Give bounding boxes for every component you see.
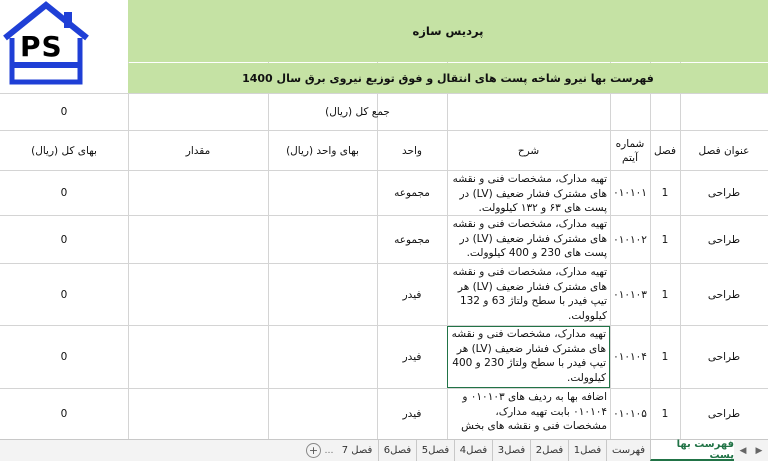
cell-description[interactable]: تهیه مدارک، مشخصات فنی و نقشه های مشترک فشار ضعیف (LV) در پست های ۶۳ و ۱۳۲ کیلوولت. [452,173,607,214]
cell-unit[interactable]: فیدر [402,351,422,363]
cell-item-number[interactable]: ۰۱۰۱۰۴ [613,351,647,363]
cell-item-number[interactable]: ۰۱۰۱۰۲ [613,233,647,246]
cell-chapter[interactable]: 1 [661,187,669,199]
sheet-tab-bar [0,439,768,461]
cell-quantity[interactable] [128,171,268,215]
cell-item-number[interactable]: ۰۱۰۱۰۳ [613,288,647,301]
sheet-tab-chapter-1[interactable]: فصل1 [568,440,606,461]
cell-quantity[interactable] [128,216,268,263]
sheet-tab-chapter-3[interactable]: فصل3 [492,440,530,461]
project-name-band[interactable] [128,0,768,62]
scroll-left-icon[interactable]: ◀ [739,445,747,456]
grand-total-value[interactable]: 0 [60,106,68,118]
cell-quantity[interactable] [128,264,268,325]
cell-item-number[interactable]: ۰۱۰۱۰۵ [613,408,647,420]
cell-unit[interactable]: فیدر [402,408,422,420]
cell-total-price[interactable]: 0 [60,233,68,246]
cell-chapter[interactable]: 1 [661,351,669,363]
sheet-tab-chapter-5[interactable]: فصل5 [416,440,454,461]
sheet-tab-chapter-4[interactable]: فصل4 [454,440,492,461]
project-name: پردیس سازه [412,24,484,38]
col-header-description[interactable]: شرح [517,144,540,157]
cell-total-price[interactable]: 0 [60,288,68,301]
sheet-tab-price-list[interactable]: فهرست بها پست [650,440,734,461]
add-sheet-icon[interactable]: + [306,443,321,458]
sheet-tab-index[interactable]: فهرست [606,440,650,461]
col-header-unit[interactable]: واحد [402,144,422,157]
cell-unit-price[interactable] [268,389,377,439]
cell-quantity[interactable] [128,389,268,439]
cell-chapter[interactable]: 1 [661,288,669,301]
cell-unit[interactable]: فیدر [402,288,422,301]
grand-total-label[interactable]: جمع کل (ریال) [325,106,390,118]
cell-unit-price[interactable] [268,171,377,215]
sheet-tab-chapter-2[interactable]: فصل2 [530,440,568,461]
cell-description-selected[interactable]: تهیه مدارک، مشخصات فنی و نقشه های مشترک فشار ضعیف (LV) هر تیپ فیدر با سطح ولتاژ 230 و 400 کیلوولت. [447,326,610,388]
cell-description[interactable]: اضافه بها به ردیف های ۰۱۰۱۰۳ و ۰۱۰۱۰۴ بابت تهیه مدارک، مشخصات فنی و نقشه های بخش [461,391,607,432]
col-header-unit-price[interactable]: بهای واحد (ریال) [286,144,359,157]
ps-logo-icon: PS [20,30,63,63]
col-header-section-title[interactable]: عنوان فصل [698,144,750,157]
cell-description[interactable]: تهیه مدارک، مشخصات فنی و نقشه های مشترک فشار ضعیف (LV) هر تیپ فیدر با سطح ولتاژ 63 و 132 کیلوولت. [452,266,607,322]
cell-section-title[interactable]: طراحی [707,408,741,420]
col-header-item-number[interactable]: شماره آیتم [615,137,645,164]
col-header-quantity[interactable]: مقدار [185,144,211,157]
company-logo [0,0,128,93]
col-header-total-price[interactable]: بهای کل (ریال) [31,144,97,157]
cell-unit[interactable]: مجموعه [394,233,430,246]
sheet-tab-chapter-6[interactable]: فصل6 [378,440,416,461]
cell-chapter[interactable]: 1 [661,233,669,246]
scroll-right-icon[interactable]: ▶ [755,445,763,456]
sheet-title-band[interactable] [128,63,768,93]
col-header-chapter[interactable]: فصل [653,144,677,157]
cell-item-number[interactable]: ۰۱۰۱۰۱ [613,187,647,199]
cell-section-title[interactable]: طراحی [707,233,741,246]
cell-unit-price[interactable] [268,216,377,263]
cell-unit-price[interactable] [268,326,377,388]
sheet-title: فهرست بها نیرو شاخه پست های انتقال و فوق توزیع نیروی برق سال 1400 [242,71,654,85]
cell-section-title[interactable]: طراحی [707,187,741,199]
sheet-tab-chapter-7[interactable]: فصل 7 [341,445,373,456]
cell-unit[interactable]: مجموعه [394,187,430,199]
cell-section-title[interactable]: طراحی [707,288,741,301]
more-sheets-icon[interactable]: … [324,445,334,456]
cell-description[interactable]: تهیه مدارک، مشخصات فنی و نقشه های مشترک فشار ضعیف (LV) در پست های 230 و 400 کیلوولت. [452,218,607,259]
cell-unit-price[interactable] [268,264,377,325]
cell-total-price[interactable]: 0 [60,408,68,420]
cell-section-title[interactable]: طراحی [707,351,741,363]
cell-quantity[interactable] [128,326,268,388]
cell-total-price[interactable]: 0 [60,187,68,199]
cell-total-price[interactable]: 0 [60,351,68,363]
cell-chapter[interactable]: 1 [661,408,669,420]
